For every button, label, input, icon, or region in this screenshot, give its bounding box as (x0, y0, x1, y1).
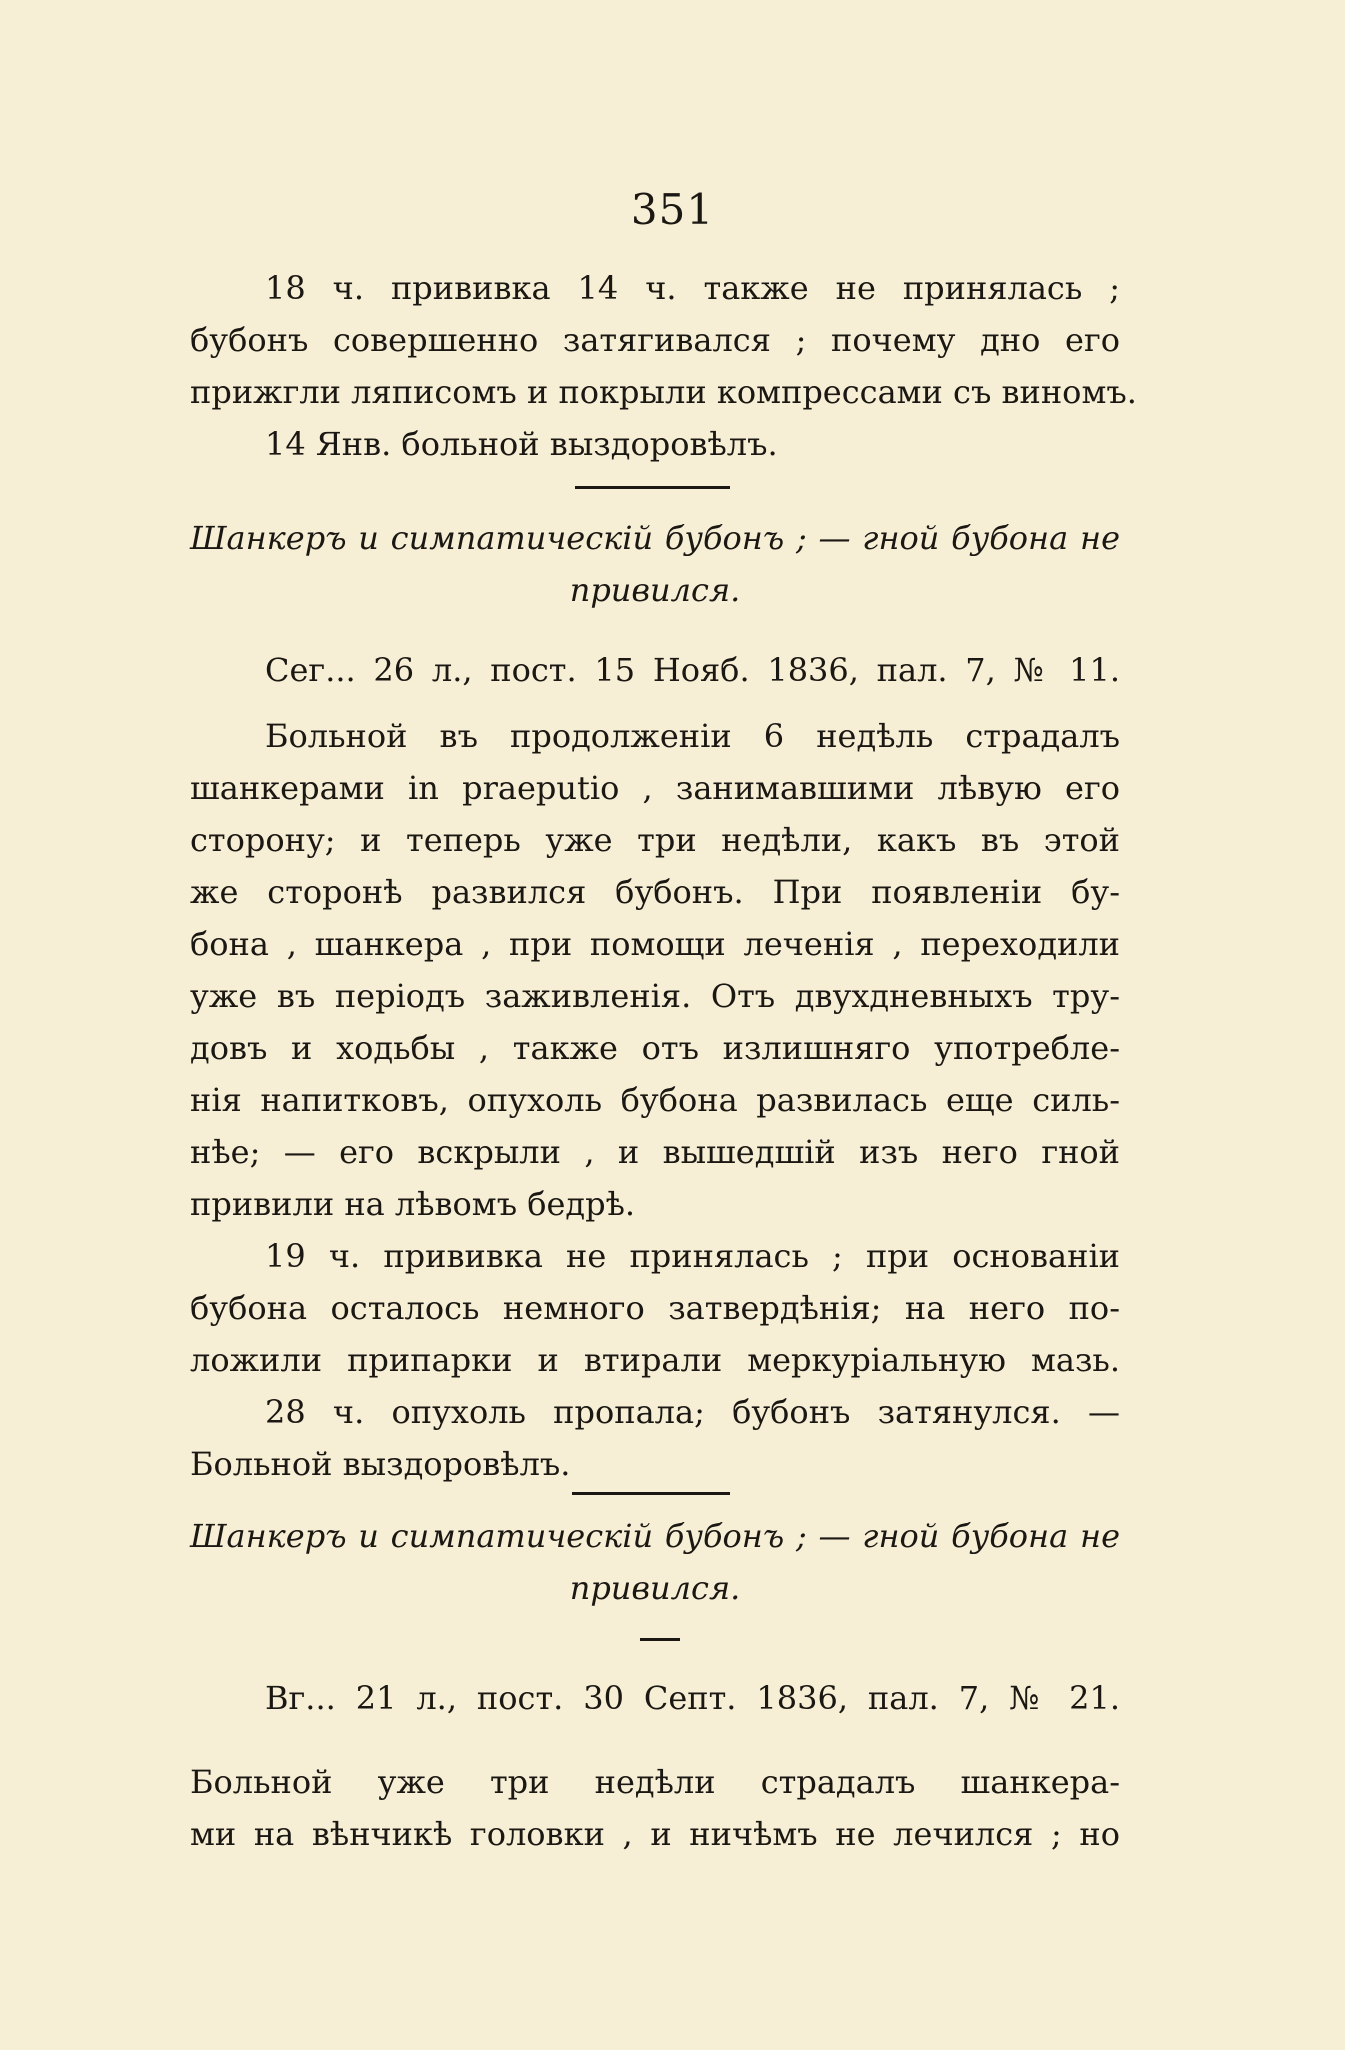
section-heading: привился. (569, 1569, 741, 1607)
page-number: 351 (630, 185, 715, 234)
text-line: сторону; и теперь уже три недѣли, какъ въ этой (190, 821, 1120, 859)
text-line: 19 ч. прививка не принялась ; при основаніи (265, 1237, 1120, 1275)
text-line: же сторонѣ развился бубонъ. При появленіи бу- (190, 873, 1120, 911)
text-line: бубонъ совершенно затягивался ; почему дно его (190, 321, 1120, 359)
patient-record: Сег... 26 л., пост. 15 Нояб. 1836, пал. 7, № 11. (265, 651, 1120, 689)
section-divider (575, 486, 730, 489)
section-heading: Шанкеръ и симпатическій бубонъ ; — гной бубона не (190, 1517, 1120, 1555)
text-line: нія напитковъ, опухоль бубона развилась еще силь- (190, 1081, 1120, 1119)
text-line: бубона осталось немного затвердѣнія; на него по- (190, 1289, 1120, 1327)
section-divider (572, 1492, 730, 1495)
text-line: ми на вѣнчикѣ головки , и ничѣмъ не лечился ; но (190, 1815, 1120, 1853)
text-line: бона , шанкера , при помощи леченія , переходили (190, 925, 1120, 963)
text-line: Больной уже три недѣли страдалъ шанкера- (190, 1763, 1120, 1801)
section-heading: Шанкеръ и симпатическій бубонъ ; — гной бубона не (190, 519, 1120, 557)
text-line: уже въ періодъ заживленія. Отъ двухдневныхъ тру- (190, 977, 1120, 1015)
text-line: шанкерами in praeputio , занимавшими лѣвую его (190, 769, 1120, 807)
text-line: Больной въ продолженіи 6 недѣль страдалъ (265, 717, 1120, 755)
short-divider (640, 1638, 680, 1641)
text-line: 28 ч. опухоль пропала; бубонъ затянулся. — (265, 1393, 1120, 1431)
text-line: привили на лѣвомъ бедрѣ. (190, 1185, 636, 1223)
section-heading: привился. (569, 571, 741, 609)
text-line: ложили припарки и втирали меркуріальную мазь. (190, 1341, 1120, 1379)
text-line: 18 ч. прививка 14 ч. также не принялась ; (265, 269, 1120, 307)
text-line: 14 Янв. больной выздоровѣлъ. (265, 425, 778, 463)
text-line: нѣе; — его вскрыли , и вышедшій изъ него гной (190, 1133, 1120, 1171)
text-line: довъ и ходьбы , также отъ излишняго употребле- (190, 1029, 1120, 1067)
text-line: Больной выздоровѣлъ. (190, 1445, 571, 1483)
patient-record: Вг... 21 л., пост. 30 Септ. 1836, пал. 7, № 21. (265, 1679, 1120, 1717)
text-line: прижгли ляписомъ и покрыли компрессами съ виномъ. (190, 373, 1137, 411)
